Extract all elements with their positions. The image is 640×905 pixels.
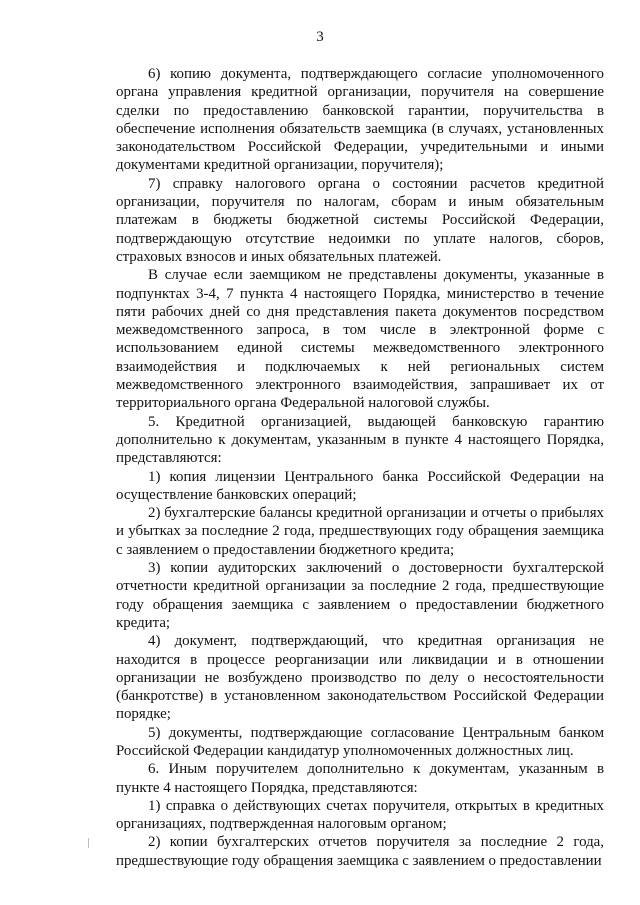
paragraph-interagency-request: В случае если заемщиком не представлены документы, указанные в подпунктах 3-4, 7 пункта 4 настоящего Порядка, министерство в течение пяти рабочих дней со дня представления пакета документов посредством межведомственного запроса, в том числе в электронной форме с использованием единой системы межведомственного электронного взаимодействия и подключаемых к ней региональных систем межведомственного электронного взаимодействия, запрашивает их от территориального органа Федеральной налоговой службы.: [116, 267, 604, 412]
page-number: 3: [316, 29, 324, 45]
paragraph-section-6: 6. Иным поручителем дополнительно к документам, указанным в пункте 4 настоящего Порядка, представляются:: [116, 761, 604, 796]
paragraph-item-6-consent: 6) копию документа, подтверждающего согласие уполномоченного органа управления кредитной организации, поручителя на совершение сделки по предоставлению банковской гарантии, поручительства в обеспечение исполнения обязательств заемщика (в случаях, установленных законодательством Российской Федерации, учредительными и иными документами кредитной организации, поручителя);: [116, 66, 604, 174]
paragraph-5-item-5: 5) документы, подтверждающие согласование Центральным банком Российской Федерации кандидатур уполномоченных должностных лиц.: [116, 724, 604, 759]
margin-mark: [88, 838, 89, 848]
paragraph-6-item-1: 1) справка о действующих счетах поручителя, открытых в кредитных организациях, подтвержденная налоговым органом;: [116, 797, 604, 833]
paragraph-5-item-2: 2) бухгалтерские балансы кредитной организации и отчеты о прибылях и убытках за последние 2 года, предшествующих году обращения заемщика с заявлением о предоставлении бюджетного кредита;: [116, 505, 604, 558]
document-body: [116, 65, 604, 870]
paragraph-6-item-2: 2) копии бухгалтерских отчетов поручителя за последние 2 года, предшествующие году обращения заемщика с заявлением о предоставлении: [116, 834, 604, 869]
paragraph-section-5: 5. Кредитной организацией, выдающей банковскую гарантию дополнительно к документам, указанным в пункте 4 настоящего Порядка, представляются:: [116, 413, 604, 467]
paragraph-5-item-3: 3) копии аудиторских заключений о достоверности бухгалтерской отчетности кредитной организации за последние 2 года, предшествующие году обращения заемщика с заявлением о предоставлении бюджетного кредита;: [116, 560, 604, 631]
paragraph-item-7-tax-certificate: 7) справку налогового органа о состоянии расчетов кредитной организации, поручителя по налогам, сборам и иным обязательным платежам в бюджеты бюджетной системы Российской Федерации, подтверждающую отсутствие недоимки по уплате налогов, сборов, страховых взносов и иных обязательных платежей.: [116, 175, 604, 265]
paragraph-5-item-1: 1) копия лицензии Центрального банка Российской Федерации на осуществление банковских операций;: [116, 468, 604, 503]
paragraph-5-item-4: 4) документ, подтверждающий, что кредитная организация не находится в процессе реорганизации или ликвидации и в отношении организации не возбуждено производство по делу о несостоятельности (банкротстве) в установленном законодательством Российской Федерации порядке;: [116, 633, 604, 723]
